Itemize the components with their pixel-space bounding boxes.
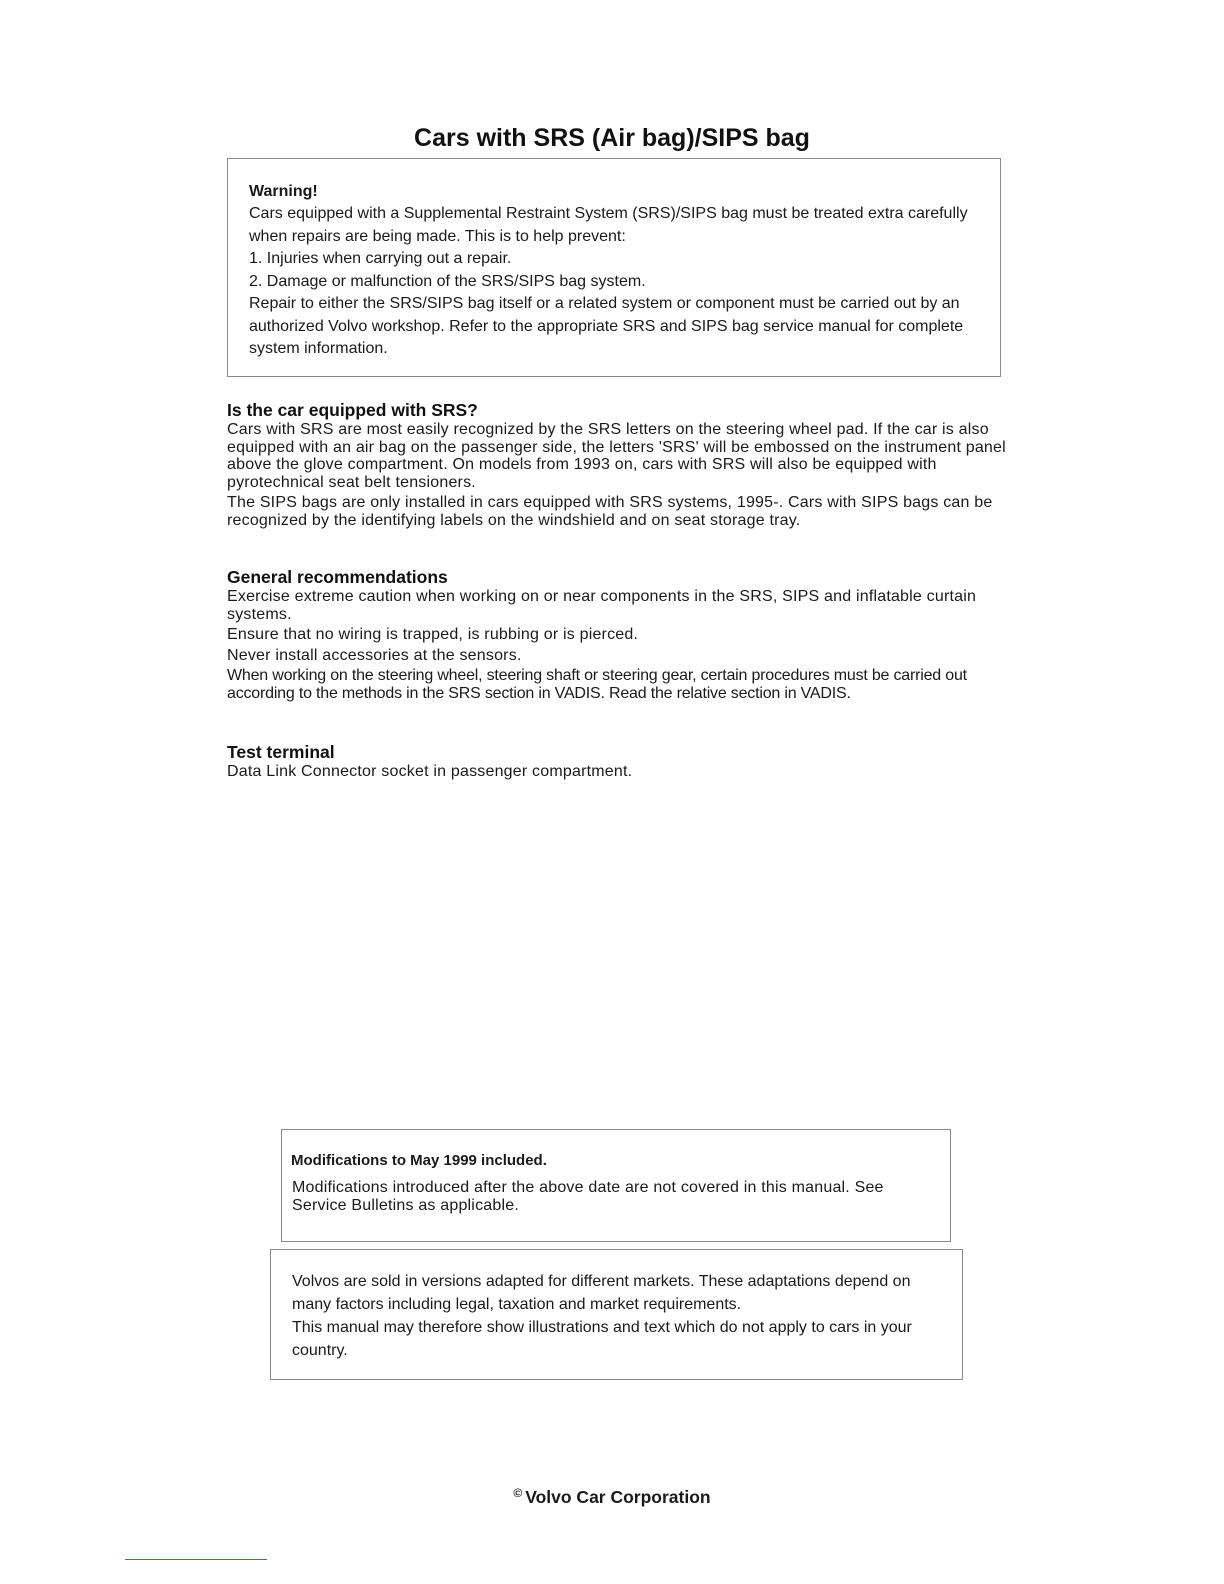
test-section bbox=[227, 741, 1007, 781]
warning-paragraph: Repair to either the SRS/SIPS bag itself or a related system or component must be carried out by an authorized Volvo workshop. Refer to the appropriate SRS and SIPS bag service manual for complete system information. bbox=[249, 295, 964, 357]
general-paragraph: Never install accessories at the sensors. bbox=[227, 646, 522, 664]
warning-box bbox=[227, 158, 1001, 377]
markets-box bbox=[270, 1249, 963, 1380]
warning-item-2: 2. Damage or malfunction of the SRS/SIPS bag system. bbox=[249, 272, 646, 290]
test-text: Data Link Connector socket in passenger compartment. bbox=[227, 763, 633, 780]
srs-heading: Is the car equipped with SRS? bbox=[227, 400, 478, 420]
markets-paragraph: This manual may therefore show illustrations and text which do not apply to cars in your country. bbox=[292, 1319, 912, 1359]
general-section bbox=[227, 566, 1007, 702]
modifications-heading: Modifications to May 1999 included. bbox=[291, 1152, 547, 1169]
page-title: Cars with SRS (Air bag)/SIPS bag bbox=[414, 124, 810, 152]
modifications-box bbox=[281, 1129, 951, 1242]
markets-paragraph: Volvos are sold in versions adapted for different markets. These adaptations depend on many factors including legal, taxation and market requirements. bbox=[292, 1273, 911, 1313]
general-heading: General recommendations bbox=[227, 567, 448, 587]
warning-paragraph: Cars equipped with a Supplemental Restraint System (SRS)/SIPS bag must be treated extra carefully when repairs are being made. This is to help prevent: bbox=[249, 205, 968, 245]
warning-item-1: 1. Injuries when carrying out a repair. bbox=[249, 250, 512, 267]
footer-text: Volvo Car Corporation bbox=[525, 1487, 711, 1507]
test-heading: Test terminal bbox=[227, 742, 335, 762]
warning-heading: Warning! bbox=[249, 183, 318, 200]
general-paragraph: When working on the steering wheel, steering shaft or steering gear, certain procedures must be carried out according to the methods in the SRS section in VADIS. Read the relative section in VADIS. bbox=[227, 667, 967, 702]
footer bbox=[0, 1486, 1224, 1508]
copyright-icon: © bbox=[513, 1486, 523, 1500]
general-paragraph: Exercise extreme caution when working on or near components in the SRS, SIPS and inflatable curtain systems. bbox=[227, 588, 977, 623]
srs-paragraph: The SIPS bags are only installed in cars equipped with SRS systems, 1995-. Cars with SIPS bags can be recognized by the identifying labels on the windshield and on seat storage tray. bbox=[227, 494, 993, 529]
modifications-text: Modifications introduced after the above date are not covered in this manual. See Service Bulletins as applicable. bbox=[292, 1179, 884, 1214]
srs-paragraph: Cars with SRS are most easily recognized by the SRS letters on the steering wheel pad. If the car is also equipped with an air bag on the passenger side, the letters 'SRS' will be embossed on the instrument panel above the glove compartment. On models from 1993 on, cars with SRS will also be equipped with pyrotechnical seat belt tensioners. bbox=[227, 421, 1006, 491]
srs-section bbox=[227, 399, 1007, 529]
footer-rule bbox=[125, 1559, 267, 1560]
general-paragraph: Ensure that no wiring is trapped, is rubbing or is pierced. bbox=[227, 626, 639, 643]
